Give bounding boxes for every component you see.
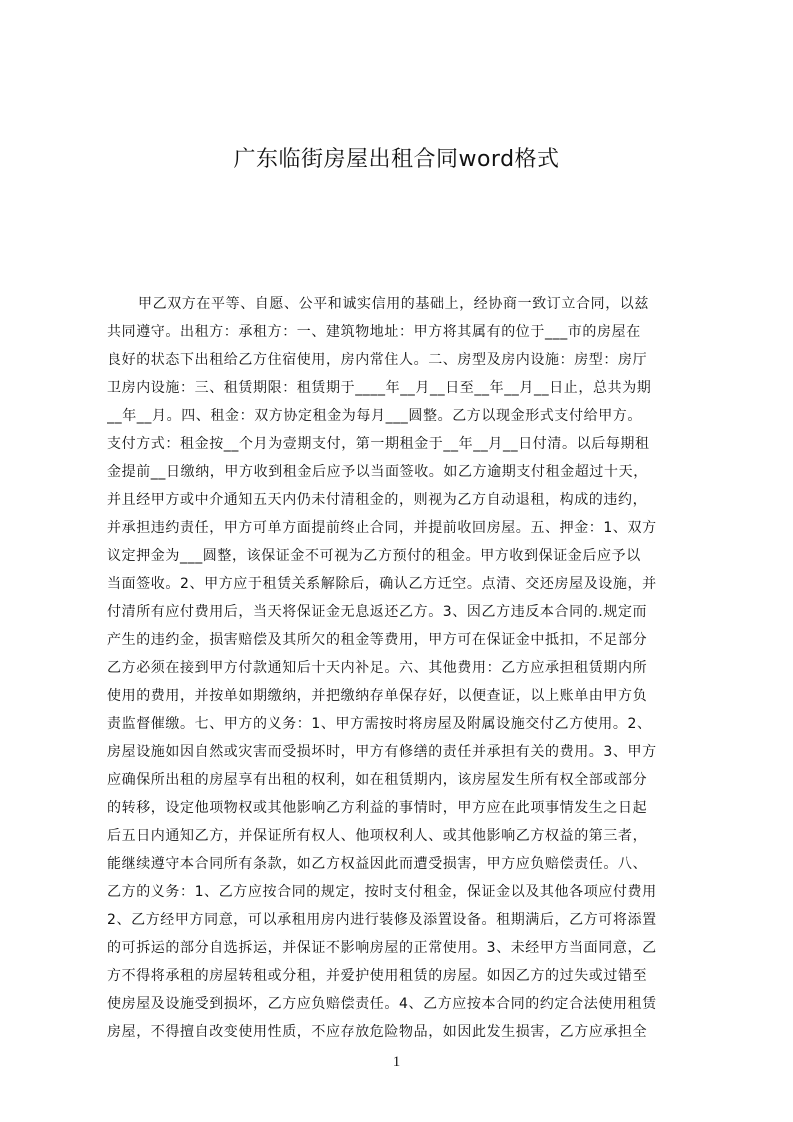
body-line: 金提前__日缴纳，甲方收到租金后应予以当面签收。如乙方逾期支付租金超过十天，	[107, 464, 648, 480]
body-line: 的可拆运的部分自选拆运，并保证不影响房屋的正常使用。3、未经甲方当面同意，乙	[107, 940, 657, 956]
body-line: 乙方必须在接到甲方付款通知后十天内补足。六、其他费用：乙方应承担租赁期内所	[107, 660, 648, 676]
body-line: 乙方的义务：1、乙方应按合同的规定，按时支付租金，保证金以及其他各项应付费用	[107, 884, 657, 900]
body-line: 责监督催缴。七、甲方的义务：1、甲方需按时将房屋及附属设施交付乙方使用。2、	[107, 716, 652, 732]
body-line: 方不得将承租的房屋转租或分租，并爱护使用租赁的房屋。如因乙方的过失或过错至	[107, 968, 648, 984]
body-line: 使房屋及设施受到损坏，乙方应负赔偿责任。4、乙方应按本合同的约定合法使用租赁	[107, 996, 657, 1012]
body-line: 付清所有应付费用后，当天将保证金无息返还乙方。3、因乙方违反本合同的.规定而	[107, 604, 648, 620]
body-line: 应确保所出租的房屋享有出租的权利，如在租赁期内，该房屋发生所有权全部或部分	[107, 772, 648, 788]
body-line: 议定押金为___圆整，该保证金不可视为乙方预付的租金。甲方收到保证金后应予以	[107, 548, 641, 564]
body-line: 当面签收。2、甲方应于租赁关系解除后，确认乙方迁空。点清、交还房屋及设施，并	[107, 576, 657, 592]
body-line: 并承担违约责任，甲方可单方面提前终止合同，并提前收回房屋。五、押金：1、双方	[107, 520, 657, 536]
body-line: 房屋，不得擅自改变使用性质，不应存放危险物品，如因此发生损害，乙方应承担全	[107, 1024, 648, 1040]
body-line: 的转移，设定他项物权或其他影响乙方利益的事情时，甲方应在此项事情发生之日起	[107, 800, 648, 816]
body-line: 房屋设施如因自然或灾害而受损坏时，甲方有修缮的责任并承担有关的费用。3、甲方	[107, 744, 657, 760]
body-line: 卫房内设施：三、租赁期限：租赁期于____年__月__日至__年__月__日止，总共为期	[107, 380, 652, 396]
body-line: 使用的费用，并按单如期缴纳，并把缴纳存单保存好，以便查证，以上账单由甲方负	[107, 688, 648, 704]
body-line: __年__月。四、租金：双方协定租金为每月___圆整。乙方以现金形式支付给甲方。	[107, 408, 642, 424]
body-line: 共同遵守。出租方：承租方：一、建筑物地址：甲方将其属有的位于___市的房屋在	[107, 324, 641, 340]
document-body	[107, 290, 699, 1046]
document-title: 广东临街房屋出租合同word格式	[233, 147, 560, 172]
body-line: 支付方式：租金按__个月为壹期支付，第一期租金于__年__月__日付清。以后每期租	[107, 436, 650, 452]
body-line: 后五日内通知乙方，并保证所有权人、他项权利人、或其他影响乙方权益的第三者，	[107, 828, 648, 844]
body-line: 并且经甲方或中介通知五天内仍未付清租金的，则视为乙方自动退租，构成的违约，	[107, 492, 648, 508]
page-number: 1	[392, 1054, 401, 1070]
body-line: 产生的违约金，损害赔偿及其所欠的租金等费用，甲方可在保证金中抵扣，不足部分	[107, 632, 648, 648]
body-line: 2、乙方经甲方同意，可以承租用房内进行装修及添置设备。租期满后，乙方可将添置	[107, 912, 657, 928]
body-line: 良好的状态下出租给乙方住宿使用，房内常住人。二、房型及房内设施：房型：房厅	[107, 352, 648, 368]
body-line: 甲乙双方在平等、自愿、公平和诚实信用的基础上，经协商一致订立合同，以兹	[138, 296, 649, 312]
body-line: 能继续遵守本合同所有条款，如乙方权益因此而遭受损害，甲方应负赔偿责任。八、	[107, 856, 648, 872]
